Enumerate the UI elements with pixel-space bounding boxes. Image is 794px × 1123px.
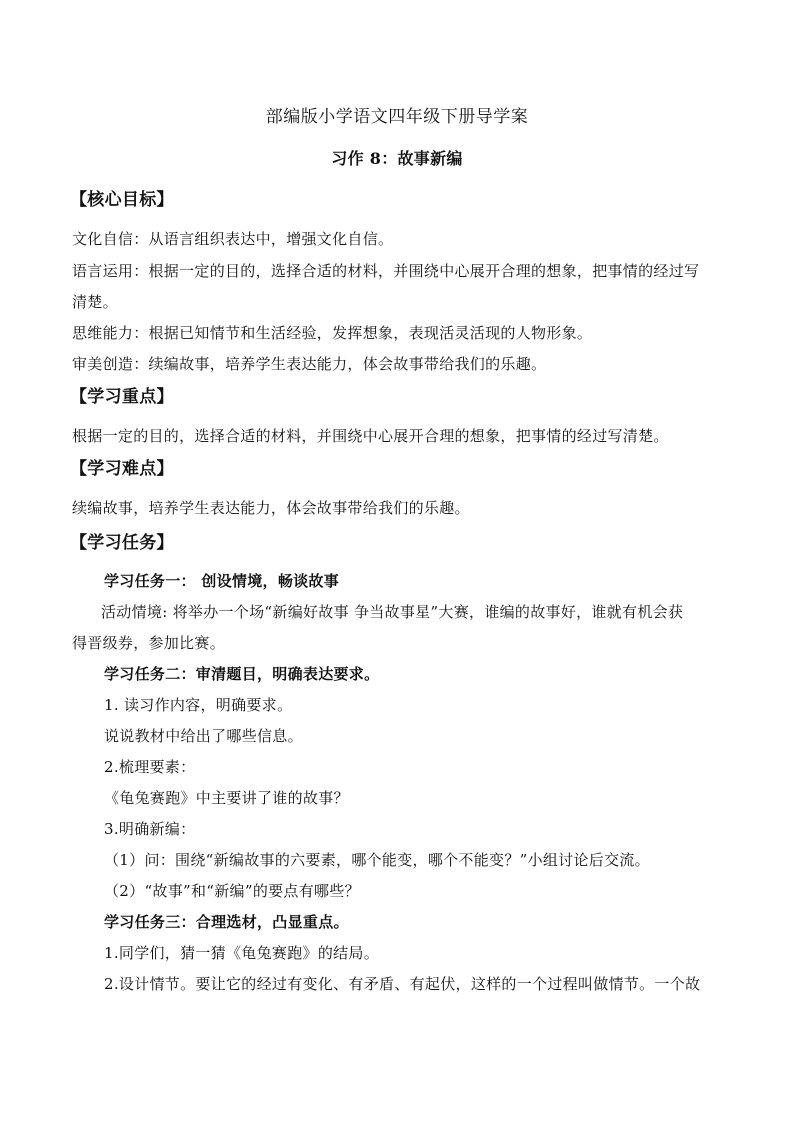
task-2-item-1-detail: 说说教材中给出了哪些信息。 [104, 727, 303, 745]
document-subtitle: 习作 8：故事新编 [331, 149, 463, 168]
task-2-item-2: 2.梳理要素： [104, 758, 196, 776]
core-goal-thinking: 思维能力：根据已知情节和生活经验，发挥想象，表现活灵活现的人物形象。 [72, 324, 593, 342]
section-heading-difficulty: 【学习难点】 [70, 459, 174, 479]
core-goal-aesthetic: 审美创造：续编故事，培养学生表达能力，体会故事带给我们的乐趣。 [72, 355, 547, 373]
task-2-item-3: 3.明确新编： [104, 820, 196, 838]
task-2-item-2-detail: 《龟兔赛跑》中主要讲了谁的故事？ [104, 789, 349, 807]
task-2-title: 学习任务二：审清题目，明确表达要求。 [104, 665, 380, 683]
difficulty-text: 续编故事，培养学生表达能力，体会故事带给我们的乐趣。 [72, 499, 470, 517]
task-3-item-1: 1.同学们，猜一猜《龟兔赛跑》的结局。 [104, 944, 380, 962]
task-1-title: 学习任务一： 创设情境，畅谈故事 [104, 572, 340, 590]
core-goal-language: 语言运用：根据一定的目的，选择合适的材料，并围绕中心展开合理的想象，把事情的经过写 [72, 262, 700, 280]
task-1-paragraph: 活动情境: 将举办一个场“新编好故事 争当故事星”大赛，谁编的故事好，谁就有机会获 [101, 603, 684, 621]
section-heading-focus: 【学习重点】 [70, 387, 174, 407]
section-heading-tasks: 【学习任务】 [70, 533, 174, 553]
task-2-item-1: 1. 读习作内容，明确要求。 [104, 696, 293, 714]
core-goal-culture: 文化自信：从语言组织表达中，增强文化自信。 [72, 230, 394, 248]
task-1-paragraph-cont: 得晋级券，参加比赛。 [72, 634, 226, 652]
task-3-item-2: 2.设计情节。要让它的经过有变化、有矛盾、有起伏，这样的一个过程叫做情节。一个故 [104, 975, 701, 993]
core-goal-language-cont: 清楚。 [72, 293, 118, 311]
task-2-item-3-question-1: （1）问：围绕“新编故事的六要素，哪个能变，哪个不能变？”小组讨论后交流。 [104, 851, 650, 869]
focus-text: 根据一定的目的，选择合适的材料，并围绕中心展开合理的想象，把事情的经过写清楚。 [72, 427, 669, 445]
section-heading-core-goals: 【核心目标】 [70, 190, 174, 210]
task-2-item-3-question-2: （2）“故事”和“新编”的要点有哪些？ [104, 882, 360, 900]
task-3-title: 学习任务三：合理选材，凸显重点。 [104, 913, 349, 931]
document-title: 部编版小学语文四年级下册导学案 [265, 107, 529, 127]
